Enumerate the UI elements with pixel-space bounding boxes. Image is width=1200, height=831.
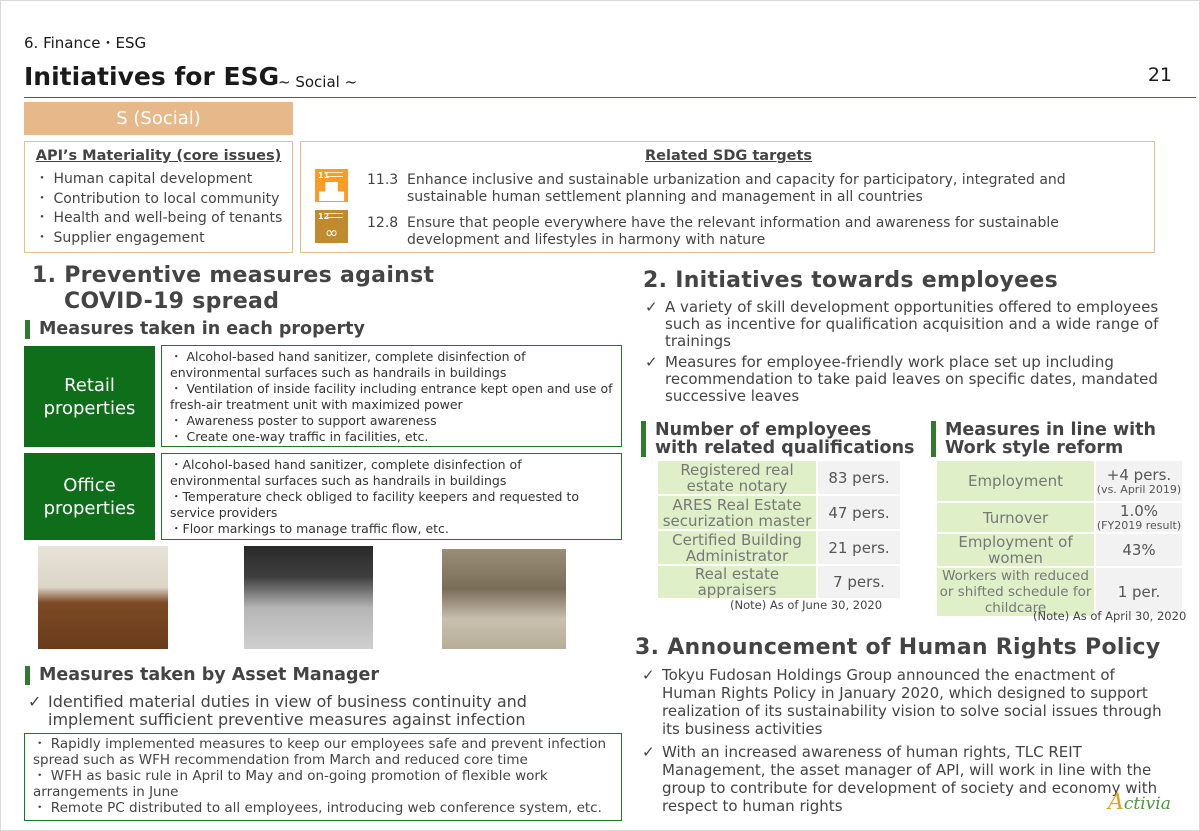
human-rights-item: ✓ Tokyu Fudosan Holdings Group announced the enactment of Human Rights Policy in January 2020, which designed to support realization of its sustainability vision to solve social issues through its business activities <box>642 666 1162 738</box>
office-measure-item: ・Floor markings to manage traffic flow, etc. <box>170 521 449 536</box>
office-measures-box <box>161 453 622 540</box>
work-style-label: Employment of women <box>937 534 1094 566</box>
sanitizer-stand-photo <box>244 546 373 649</box>
qualification-count: 83 pers. <box>816 461 900 494</box>
qualification-count: 47 pers. <box>816 496 900 529</box>
table-row <box>658 461 900 494</box>
work-style-value: 1.0% <box>1119 502 1159 520</box>
table-row <box>658 531 900 564</box>
work-style-value-note: (FY2019 result) <box>1096 519 1182 532</box>
qualification-label: Certified Building Administrator <box>658 531 816 564</box>
retail-measure-item: ・ Alcohol-based hand sanitizer, complete disinfection of environmental surfaces such as handrails in buildings <box>170 349 526 380</box>
human-rights-list <box>642 666 1162 820</box>
sdg-icon-number: 11 <box>318 171 330 180</box>
qualification-count: 7 pers. <box>816 566 900 598</box>
employee-initiatives-list <box>645 299 1175 409</box>
asset-manager-measures-box <box>24 733 622 821</box>
section-label: 6. Finance・ESG <box>24 34 147 52</box>
asset-manager-measure-item: ・ Remote PC distributed to all employees, introducing web conference system, etc. <box>33 800 602 816</box>
qualifications-table <box>658 459 900 600</box>
qualifications-heading-line2: with related qualifications <box>655 438 915 458</box>
page-subtitle: ~ Social ~ <box>278 73 358 91</box>
sdg-target-text: Ensure that people everywhere have the relevant information and awareness for sustainable development and lifestyles in harmony with nature <box>407 215 1059 248</box>
section1-heading-line2: COVID-19 spread <box>64 289 280 314</box>
materiality-heading: API’s Materiality (core issues) <box>35 148 282 164</box>
work-style-value: 1 per. <box>1094 568 1182 616</box>
sdg-targets-box <box>300 141 1155 253</box>
hallway-floor-markings-photo <box>38 546 168 649</box>
qualification-count: 21 pers. <box>816 531 900 564</box>
work-style-value-cell <box>1094 461 1182 501</box>
header-divider <box>24 97 1196 98</box>
qualifications-heading-line1: Number of employees <box>655 420 872 440</box>
work-style-value-note: (vs. April 2019) <box>1096 482 1182 496</box>
office-measure-item: ・Temperature check obliged to facility keepers and requested to service providers <box>170 489 580 520</box>
employee-initiative-item: ✓ Measures for employee-friendly work place set up including recommendation to take paid leaves on specific dates, mandated successive leaves <box>645 354 1175 405</box>
work-style-heading-line1: Measures in line with <box>945 420 1156 440</box>
qualifications-subheading <box>641 421 914 457</box>
retail-measure-item: ・ Create one-way traffic in facilities, etc. <box>170 429 429 444</box>
entrance-posters-photo <box>442 549 566 649</box>
work-style-value: 43% <box>1094 534 1182 566</box>
section1-heading: 1. Preventive measures against <box>32 263 435 288</box>
sdg-target-code: 11.3 <box>367 172 399 188</box>
sdg-target-code: 12.8 <box>367 215 399 231</box>
human-rights-item: ✓ With an increased awareness of human rights, TLC REIT Management, the asset manager of API, will work in line with the group to contribute for development of society and economy with respect to human rights <box>642 743 1162 815</box>
retail-properties-label: Retail properties <box>24 346 155 447</box>
table-row <box>937 503 1182 532</box>
table-row <box>937 461 1182 501</box>
work-style-heading-line2: Work style reform <box>945 438 1124 458</box>
materiality-item: ・ Human capital development <box>35 170 282 190</box>
asset-manager-subheading: Measures taken by Asset Manager <box>25 666 379 685</box>
office-measure-item: ・Alcohol-based hand sanitizer, complete disinfection of environmental surfaces such as handrails in buildings <box>170 457 522 488</box>
sdg-target-text: Enhance inclusive and sustainable urbanization and capacity for participatory, integrated and sustainable human settlement planning and management in all countries <box>407 172 1066 205</box>
work-style-subheading <box>931 421 1156 457</box>
work-style-note: (Note) As of April 30, 2020 <box>1033 609 1187 623</box>
table-row <box>658 496 900 529</box>
sustainable-cities-icon: 11 ▟▙ <box>315 169 348 202</box>
activia-logo <box>1108 790 1171 815</box>
asset-manager-check-item: ✓ Identified material duties in view of business continuity and implement sufficient preventive measures against infection <box>28 693 588 729</box>
office-properties-label: Office properties <box>24 453 155 540</box>
social-tab: S (Social) <box>24 102 293 135</box>
qualifications-note: (Note) As of June 30, 2020 <box>730 598 883 612</box>
materiality-box <box>24 141 293 253</box>
retail-measure-item: ・ Ventilation of inside facility including entrance kept open and use of fresh-air treatment unit with maximized power <box>170 381 613 412</box>
retail-measure-item: ・ Awareness poster to support awareness <box>170 413 437 428</box>
work-style-label: Turnover <box>937 503 1094 532</box>
work-style-label: Employment <box>937 461 1094 501</box>
materiality-item: ・ Supplier engagement <box>35 229 282 249</box>
sdg-icon-number: 12 <box>318 212 330 221</box>
table-row <box>937 534 1182 566</box>
logo-initial: A <box>1108 790 1124 815</box>
sdg-heading: Related SDG targets <box>644 148 813 164</box>
section3-heading: 3. Announcement of Human Rights Policy <box>635 635 1161 660</box>
property-measures-subheading: Measures taken in each property <box>25 320 365 339</box>
asset-manager-measure-item: ・ Rapidly implemented measures to keep our employees safe and prevent infection spread such as WFH recommendation from March and reduced core time <box>33 736 607 768</box>
work-style-value-cell <box>1094 503 1182 532</box>
materiality-item: ・ Health and well-being of tenants <box>35 209 282 229</box>
work-style-table <box>937 459 1182 618</box>
qualification-label: ARES Real Estate securization master <box>658 496 816 529</box>
page-title: Initiatives for ESG <box>24 62 280 91</box>
materiality-item: ・ Contribution to local community <box>35 190 282 210</box>
work-style-label: Workers with reduced or shifted schedule for childcare <box>937 568 1094 616</box>
logo-text: ctivia <box>1123 794 1171 814</box>
page-number: 21 <box>1147 64 1172 86</box>
section2-heading: 2. Initiatives towards employees <box>643 268 1058 293</box>
qualification-label: Registered real estate notary <box>658 461 816 494</box>
work-style-value: +4 pers. <box>1106 465 1172 484</box>
table-row <box>658 566 900 598</box>
responsible-consumption-icon: 12 ∞ <box>315 210 348 243</box>
retail-measures-box <box>161 345 622 447</box>
employee-initiative-item: ✓ A variety of skill development opportunities offered to employees such as incentive for qualification acquisition and a wide range of trainings <box>645 299 1175 350</box>
qualification-label: Real estate appraisers <box>658 566 816 598</box>
asset-manager-measure-item: ・ WFH as basic rule in April to May and on-going promotion of flexible work arrangements in June <box>33 768 548 800</box>
